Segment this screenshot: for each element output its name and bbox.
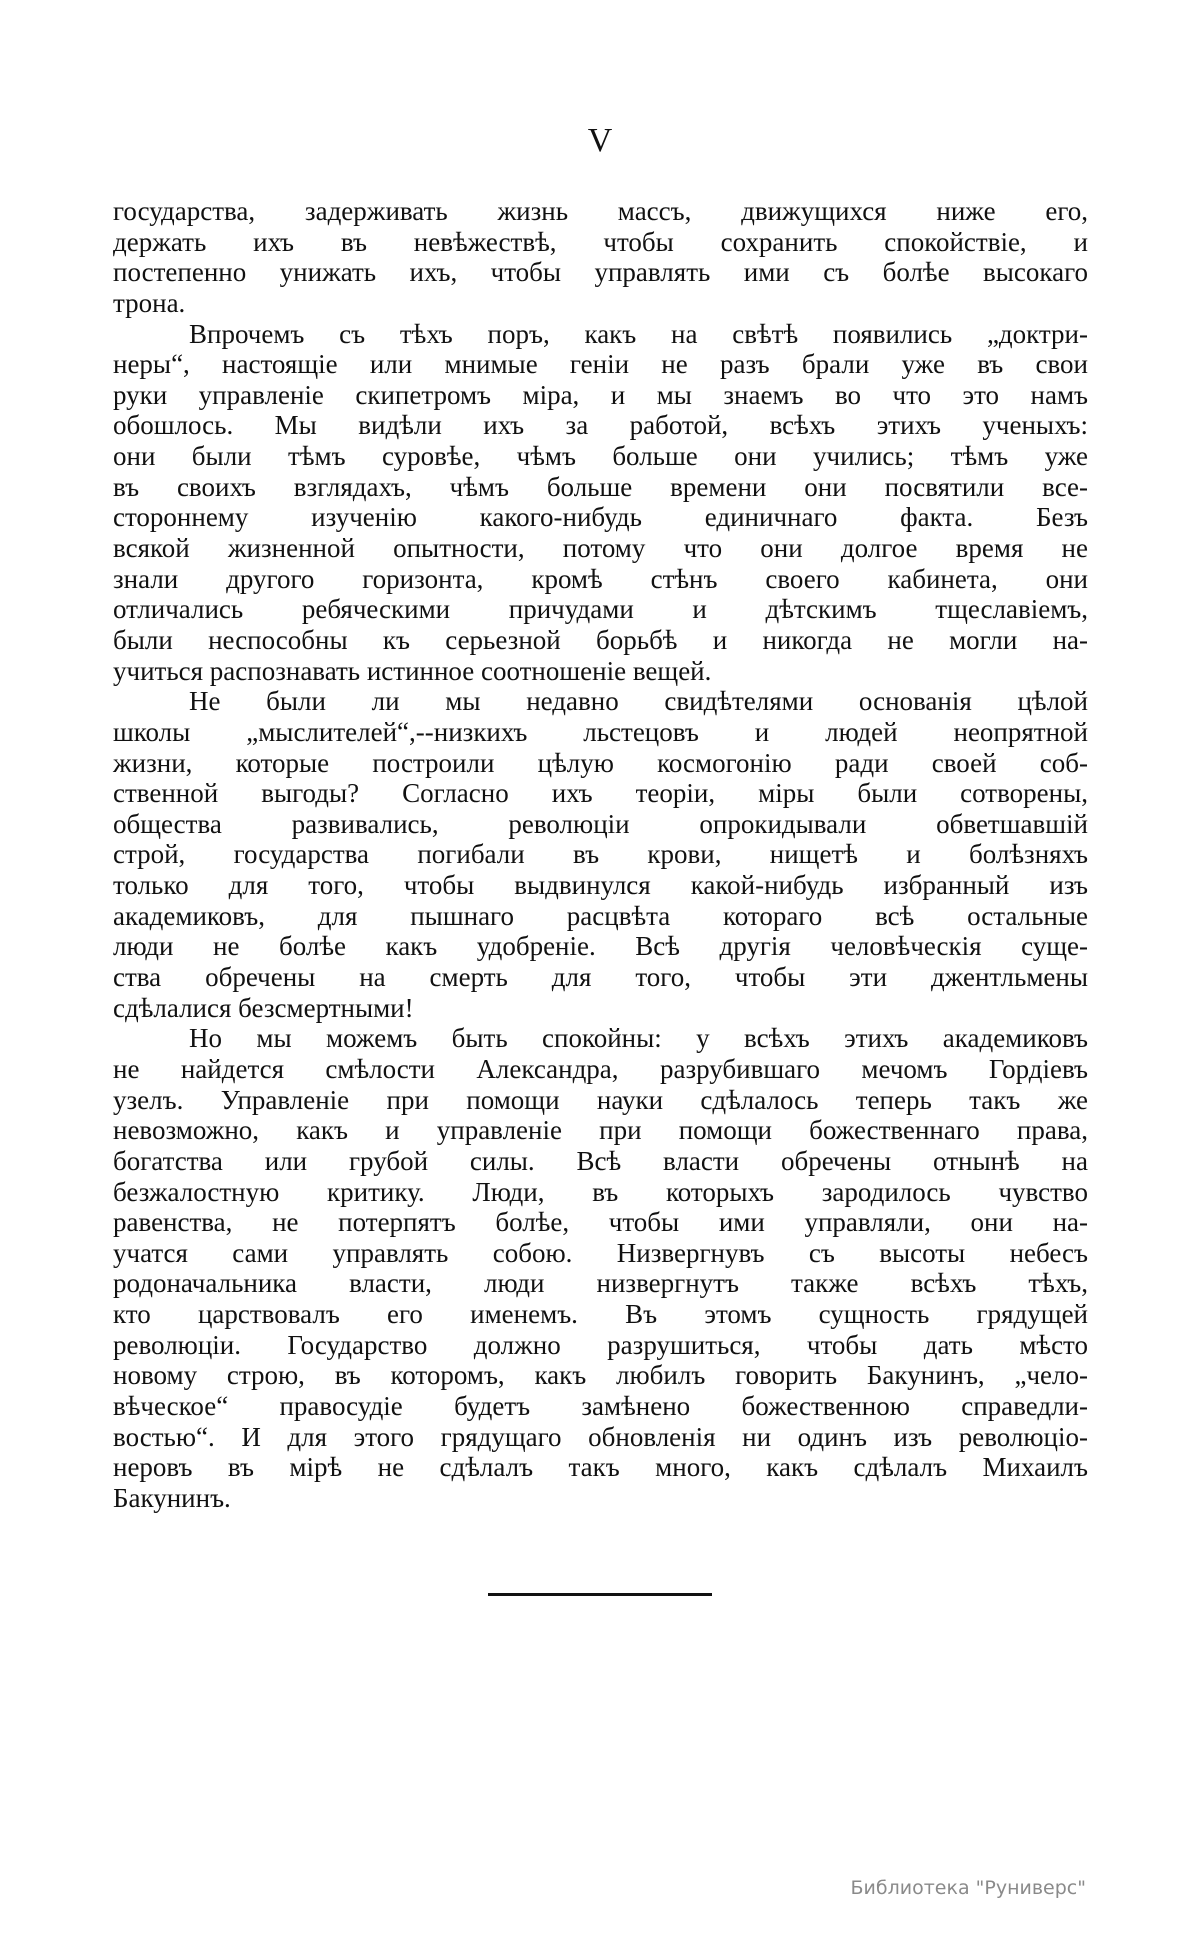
- text-line: [113, 257, 1088, 288]
- text-line-content: обошлось. Мы видѣли ихъ за работой, всѣхъ этихъ ученыхъ:: [113, 410, 1088, 441]
- text-line: [113, 441, 1088, 472]
- text-line-content: учатся сами управлять собою. Низвергнувъ съ высоты небесъ: [113, 1237, 1088, 1268]
- text-line: [113, 1330, 1088, 1361]
- text-line-content: революціи. Государство должно разрушиться, чтобы дать мѣсто: [113, 1329, 1088, 1360]
- text-line-content: богатства или грубой силы. Всѣ власти обречены отнынѣ на: [113, 1145, 1088, 1176]
- text-line: [113, 993, 1088, 1024]
- text-line: [113, 227, 1088, 258]
- text-line-content: Бакунинъ.: [113, 1482, 231, 1513]
- text-line-content: они были тѣмъ суровѣе, чѣмъ больше они учились; тѣмъ уже: [113, 441, 1088, 472]
- text-line-content: академиковъ, для пышнаго расцвѣта котораго всѣ остальные: [113, 900, 1088, 931]
- text-line: [113, 594, 1088, 625]
- text-line-content: Но мы можемъ быть спокойны: у всѣхъ этихъ академиковъ: [189, 1023, 1088, 1054]
- text-line: [113, 1268, 1088, 1299]
- text-line-content: трона.: [113, 287, 186, 318]
- text-line-content: стороннему изученію какого-нибудь единичнаго факта. Безъ: [113, 502, 1088, 533]
- text-line: [113, 1299, 1088, 1330]
- text-line: [113, 1360, 1088, 1391]
- text-line-content: руки управленіе скипетромъ міра, и мы знаемъ во что это намъ: [113, 379, 1088, 410]
- text-line: [113, 1483, 1088, 1514]
- text-line: [113, 533, 1088, 564]
- text-line: [113, 1177, 1088, 1208]
- text-line-content: равенства, не потерпятъ болѣе, чтобы ими управляли, они на-: [113, 1207, 1088, 1238]
- text-line-content: школы „мыслителей“,--низкихъ льстецовъ и людей неопрятной: [113, 716, 1088, 747]
- text-line: [113, 809, 1088, 840]
- body-text: [113, 196, 1088, 1514]
- paragraph: [113, 686, 1088, 1023]
- text-line-content: люди не болѣе какъ удобреніе. Всѣ другія человѣческія суще-: [113, 931, 1088, 962]
- text-line: [113, 901, 1088, 932]
- paragraph: [113, 319, 1088, 687]
- text-line-content: всякой жизненной опытности, потому что они долгое время не: [113, 533, 1088, 564]
- text-line: [113, 564, 1088, 595]
- text-line: [113, 1146, 1088, 1177]
- text-line: [113, 410, 1088, 441]
- text-line-content: вѣческое“ правосудіе будетъ замѣнено божественною справедли-: [113, 1390, 1088, 1421]
- text-line: [113, 319, 1088, 350]
- page-heading: V: [587, 122, 613, 159]
- text-line: [113, 931, 1088, 962]
- text-line-content: невозможно, какъ и управленіе при помощи божественнаго права,: [113, 1115, 1088, 1146]
- text-line-content: узелъ. Управленіе при помощи науки сдѣлалось теперь такъ же: [113, 1084, 1088, 1115]
- text-line: [113, 717, 1088, 748]
- text-line-content: постепенно унижать ихъ, чтобы управлять ими съ болѣе высокаго: [113, 257, 1088, 288]
- text-line-content: сдѣлалися безсмертными!: [113, 992, 414, 1023]
- text-line-content: кто царствовалъ его именемъ. Въ этомъ сущность грядущей: [113, 1299, 1088, 1330]
- text-line: [113, 962, 1088, 993]
- text-line-content: ственной выгоды? Согласно ихъ теоріи, міры были сотворены,: [113, 778, 1088, 809]
- text-line: [113, 686, 1088, 717]
- text-line: [113, 1422, 1088, 1453]
- text-line-content: только для того, чтобы выдвинулся какой-нибудь избранный изъ: [113, 870, 1088, 901]
- paragraph: [113, 1023, 1088, 1513]
- text-line-content: неры“, настоящіе или мнимые геніи не разъ брали уже въ свои: [113, 349, 1088, 380]
- text-line-content: держать ихъ въ невѣжествѣ, чтобы сохранить спокойствіе, и: [113, 226, 1088, 257]
- text-line: [113, 1085, 1088, 1116]
- text-line: [113, 502, 1088, 533]
- text-line-content: въ своихъ взглядахъ, чѣмъ больше времени они посвятили все-: [113, 471, 1088, 502]
- text-line: [113, 196, 1088, 227]
- text-line-content: были неспособны къ серьезной борьбѣ и никогда не могли на-: [113, 624, 1088, 655]
- text-line: [113, 380, 1088, 411]
- text-line-content: общества развивались, революціи опрокидывали обветшавшій: [113, 808, 1088, 839]
- text-line-content: отличались ребяческими причудами и дѣтскимъ тщеславіемъ,: [113, 594, 1088, 625]
- text-line: [113, 472, 1088, 503]
- text-line-content: Не были ли мы недавно свидѣтелями основанія цѣлой: [189, 686, 1088, 717]
- text-line: [113, 778, 1088, 809]
- library-watermark: Библиотека "Руниверс": [850, 1877, 1086, 1899]
- section-end-rule: [488, 1593, 712, 1596]
- paragraph: [113, 196, 1088, 319]
- text-line: [113, 1023, 1088, 1054]
- text-line-content: строй, государства погибали въ крови, нищетѣ и болѣзняхъ: [113, 839, 1088, 870]
- text-line: [113, 870, 1088, 901]
- text-line: [113, 1391, 1088, 1422]
- text-line-content: учиться распознавать истинное соотношеніе вещей.: [113, 655, 712, 686]
- text-line-content: родоначальника власти, люди низвергнутъ также всѣхъ тѣхъ,: [113, 1268, 1088, 1299]
- text-line-content: не найдется смѣлости Александра, разрубившаго мечомъ Гордіевъ: [113, 1053, 1088, 1084]
- text-line-content: знали другого горизонта, кромѣ стѣнъ своего кабинета, они: [113, 563, 1088, 594]
- text-line-content: востью“. И для этого грядущаго обновленія ни одинъ изъ революціо-: [113, 1421, 1088, 1452]
- text-line: [113, 1452, 1088, 1483]
- text-line: [113, 748, 1088, 779]
- text-line-content: ства обречены на смерть для того, чтобы эти джентльмены: [113, 962, 1088, 993]
- text-line: [113, 625, 1088, 656]
- text-line: [113, 656, 1088, 687]
- text-line: [113, 839, 1088, 870]
- text-line-content: Впрочемъ съ тѣхъ поръ, какъ на свѣтѣ появились „доктри-: [189, 318, 1088, 349]
- text-line-content: государства, задерживать жизнь массъ, движущихся ниже его,: [113, 196, 1088, 226]
- text-line: [113, 1238, 1088, 1269]
- text-line: [113, 1207, 1088, 1238]
- text-line: [113, 349, 1088, 380]
- text-line: [113, 288, 1088, 319]
- text-line-content: жизни, которые построили цѣлую космогонію ради своей соб-: [113, 747, 1088, 778]
- text-line-content: безжалостную критику. Люди, въ которыхъ зародилось чувство: [113, 1176, 1088, 1207]
- text-line: [113, 1115, 1088, 1146]
- text-line-content: новому строю, въ которомъ, какъ любилъ говорить Бакунинъ, „чело-: [113, 1360, 1088, 1391]
- text-line: [113, 1054, 1088, 1085]
- text-line-content: неровъ въ мірѣ не сдѣлалъ такъ много, какъ сдѣлалъ Михаилъ: [113, 1452, 1088, 1483]
